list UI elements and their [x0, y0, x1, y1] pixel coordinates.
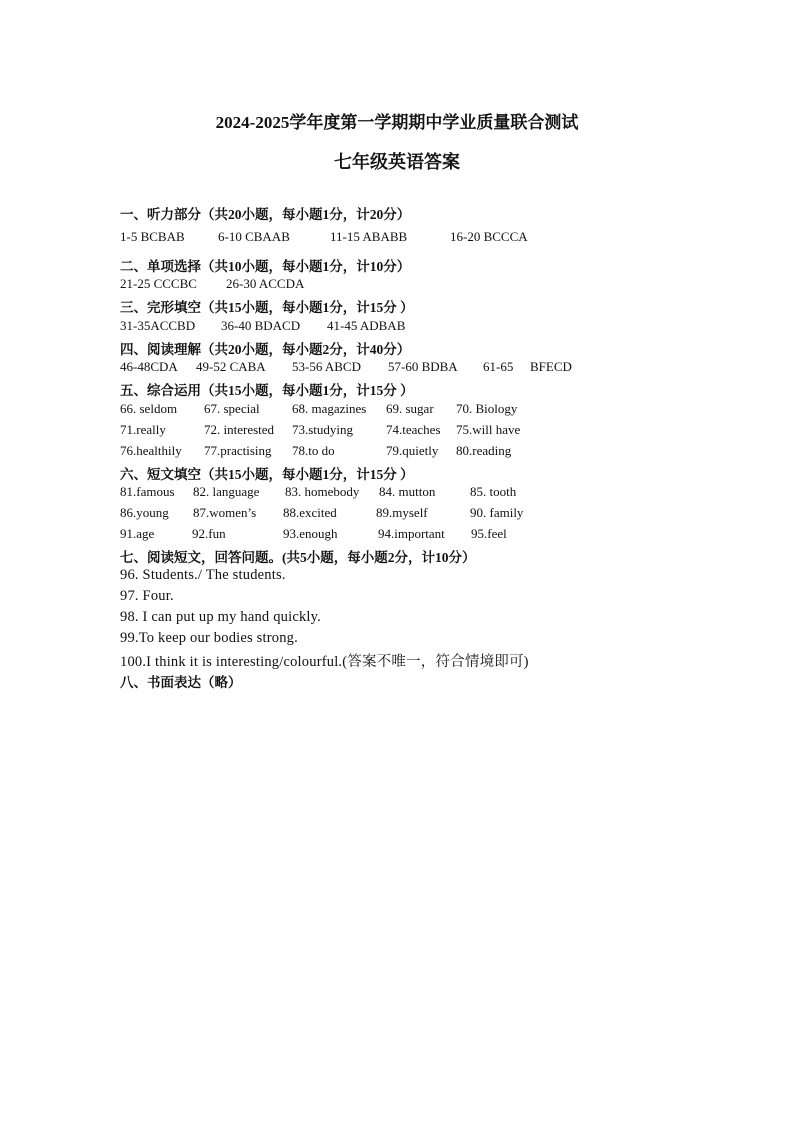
section-heading-comprehensive: 五、综合运用（共15小题，每小题1分，计15分 ）	[120, 383, 414, 398]
answer-group: 16-20 BCCCA	[450, 229, 528, 244]
answer-group: 21-25 CCCBC	[120, 276, 197, 291]
answer-item: 70. Biology	[456, 401, 518, 416]
short-answer: 98. I can put up my hand quickly.	[120, 609, 321, 625]
answer-item: 93.enough	[283, 526, 338, 541]
answer-group: 61-65	[483, 359, 514, 374]
answer-group: 36-40 BDACD	[221, 318, 301, 333]
section-heading-listening: 一、听力部分（共20小题，每小题1分，计20分）	[120, 207, 411, 222]
answer-group: 46-48CDA	[120, 359, 178, 374]
exam-subtitle: 七年级英语答案	[334, 152, 460, 172]
answer-item: 92.fun	[192, 526, 226, 541]
answer-item: 86.young	[120, 505, 169, 520]
answer-item: 94.important	[378, 526, 445, 541]
answer-group: 31-35ACCBD	[120, 318, 196, 333]
answer-item: 69. sugar	[386, 401, 434, 416]
answer-item: 67. special	[204, 401, 260, 416]
answer-row-passage-fill	[120, 505, 720, 523]
short-answer: 96. Students./ The students.	[120, 567, 286, 583]
answer-item: 72. interested	[204, 422, 275, 437]
answer-row-single-choice	[120, 276, 720, 294]
answer-item: 82. language	[193, 484, 260, 499]
section-heading-short-answers: 七、阅读短文，回答问题。(共5小题，每小题2分，计10分）	[120, 550, 476, 565]
answer-group: 49-52 CABA	[196, 359, 266, 374]
answer-row-reading	[120, 359, 720, 377]
answer-row-passage-fill	[120, 484, 720, 502]
section-heading-reading: 四、阅读理解（共20小题，每小题2分，计40分）	[120, 342, 411, 357]
answer-item: 89.myself	[376, 505, 428, 520]
answer-item: 71.really	[120, 422, 166, 437]
answer-item: 73.studying	[292, 422, 354, 437]
short-answer: 99.To keep our bodies strong.	[120, 630, 298, 646]
short-answer: 97. Four.	[120, 588, 174, 604]
answer-item: 76.healthily	[120, 443, 182, 458]
answer-item: 79.quietly	[386, 443, 439, 458]
answer-item: 84. mutton	[379, 484, 436, 499]
answer-group: BFECD	[530, 359, 572, 374]
section-heading-passage-fill: 六、短文填空（共15小题，每小题1分，计15分 ）	[120, 467, 414, 482]
answer-row-comprehensive	[120, 401, 720, 419]
answer-group: 26-30 ACCDA	[226, 276, 305, 291]
answer-item: 85. tooth	[470, 484, 517, 499]
answer-group: 57-60 BDBA	[388, 359, 458, 374]
answer-item: 77.practising	[204, 443, 272, 458]
answer-group: 1-5 BCBAB	[120, 229, 185, 244]
answer-row-cloze	[120, 318, 720, 336]
answer-item: 90. family	[470, 505, 524, 520]
answer-row-comprehensive	[120, 443, 720, 461]
answer-group: 53-56 ABCD	[292, 359, 361, 374]
answer-item: 91.age	[120, 526, 155, 541]
answer-item: 74.teaches	[386, 422, 441, 437]
answer-row-passage-fill	[120, 526, 720, 544]
answer-group: 11-15 ABABB	[330, 229, 408, 244]
answer-item: 83. homebody	[285, 484, 360, 499]
answer-item: 88.excited	[283, 505, 337, 520]
answer-item: 78.to do	[292, 443, 335, 458]
answer-item: 68. magazines	[292, 401, 367, 416]
answer-row-listening	[120, 229, 720, 247]
answer-item: 80.reading	[456, 443, 512, 458]
section-heading-single-choice: 二、单项选择（共10小题，每小题1分，计10分）	[120, 259, 411, 274]
answer-item: 87.women’s	[193, 505, 257, 520]
answer-group: 41-45 ADBAB	[327, 318, 406, 333]
answer-item: 66. seldom	[120, 401, 178, 416]
section-heading-writing: 八、书面表达（略）	[120, 675, 242, 690]
answer-row-comprehensive	[120, 422, 720, 440]
exam-title: 2024-2025学年度第一学期期中学业质量联合测试	[215, 113, 579, 132]
short-answer: 100.I think it is interesting/colourful.(答案不唯一，符合情境即可)	[120, 654, 529, 670]
answer-item: 95.feel	[471, 526, 507, 541]
answer-item: 81.famous	[120, 484, 175, 499]
answer-group: 6-10 CBAAB	[218, 229, 290, 244]
answer-item: 75.will have	[456, 422, 521, 437]
section-heading-cloze: 三、完形填空（共15小题，每小题1分，计15分 ）	[120, 300, 414, 315]
